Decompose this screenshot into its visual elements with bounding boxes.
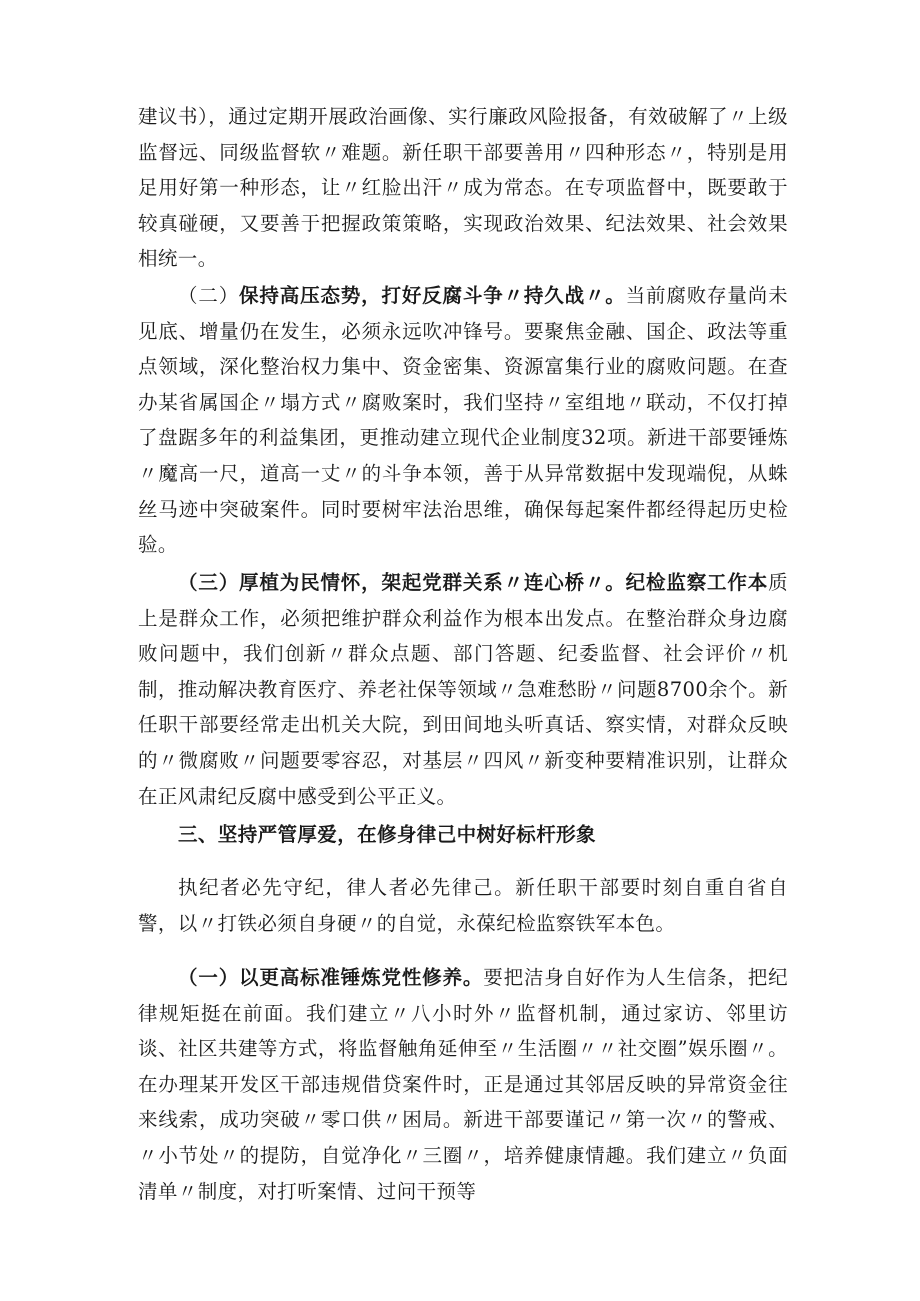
paragraph-2-heading: 保持高压态势，打好反腐斗争〃持久战〃。 xyxy=(239,284,626,307)
paragraph-6-heading: （一）以更高标准锤炼党性修养。 xyxy=(178,966,484,989)
section-heading-3-text: 三、坚持严管厚爱，在修身律己中树好标杆形象 xyxy=(178,823,596,846)
section-heading-3 xyxy=(138,817,788,853)
paragraph-6-body: 要把洁身自好作为人生信条，把纪律规矩挺在前面。我们建立〃八小时外〃监督机制，通过家访、邻里访谈、社区共建等方式，将监督触角延伸至〃生活圈〃〃社交圈”娱乐圈〃。在办理某开发区干部违规借贷案件时，正是通过其邻居反映的异常资金往来线索，成功突破〃零口供〃困局。新进干部要谨记〃第一次〃的警戒、〃小节处〃的提防，自觉净化〃三圈〃，培养健康情趣。我们建立〃负面清单〃制度，对打听案情、过问干预等 xyxy=(138,966,788,1203)
paragraph-5-text: 执纪者必先守纪，律人者必先律己。新任职干部要时刻自重自省自警，以〃打铁必须自身硬〃的自觉，永葆纪检监察铁军本色。 xyxy=(138,876,788,935)
paragraph-1-text: 建议书），通过定期开展政治画像、实行廉政风险报备，有效破解了〃上级监督远、同级监督软〃难题。新任职干部要善用〃四种形态〃，特别是用足用好第一种形态，让〃红脸出汗〃成为常态。在专项监督中，既要敢于较真碰硬，又要善于把握政策策略，实现政治效果、纪法效果、社会效果相统一。 xyxy=(138,105,788,271)
paragraph-2-prefix: （二） xyxy=(178,284,240,307)
paragraph-3-heading: （三）厚植为民情怀，架起党群关系〃连心桥〃。纪检监察工作本 xyxy=(178,571,769,594)
paragraph-6 xyxy=(138,960,788,1209)
paragraph-2-body: 当前腐败存量尚未见底、增量仍在发生，必须永远吹冲锋号。要聚焦金融、国企、政法等重点领域，深化整治权力集中、资金密集、资源富集行业的腐败问题。在查办某省属国企〃塌方式〃腐败案时，我们坚持〃室组地〃联动，不仅打掉了盘踞多年的利益集团，更推动建立现代企业制度32项。新进干部要锤炼〃魔高一尺，道高一丈〃的斗争本领，善于从异常数据中发现端倪，从蛛丝马迹中突破案件。同时要树牢法治思维，确保每起案件都经得起历史检验。 xyxy=(138,284,788,557)
paragraph-2 xyxy=(138,278,788,563)
paragraph-3-body: 质上是群众工作，必须把维护群众利益作为根本出发点。在整治群众身边腐败问题中，我们创新〃群众点题、部门答题、纪委监督、社会评价〃机制，推动解决教育医疗、养老社保等领域〃急难愁盼〃问题8700余个。新任职干部要经常走出机关大院，到田间地头听真话、察实情，对群众反映的〃微腐败〃问题要零容忍，对基层〃四风〃新变种要精准识别，让群众在正风肃纪反腐中感受到公平正义。 xyxy=(138,571,788,808)
paragraph-3 xyxy=(138,565,788,814)
paragraph-1 xyxy=(138,99,788,277)
paragraph-5 xyxy=(138,870,788,941)
